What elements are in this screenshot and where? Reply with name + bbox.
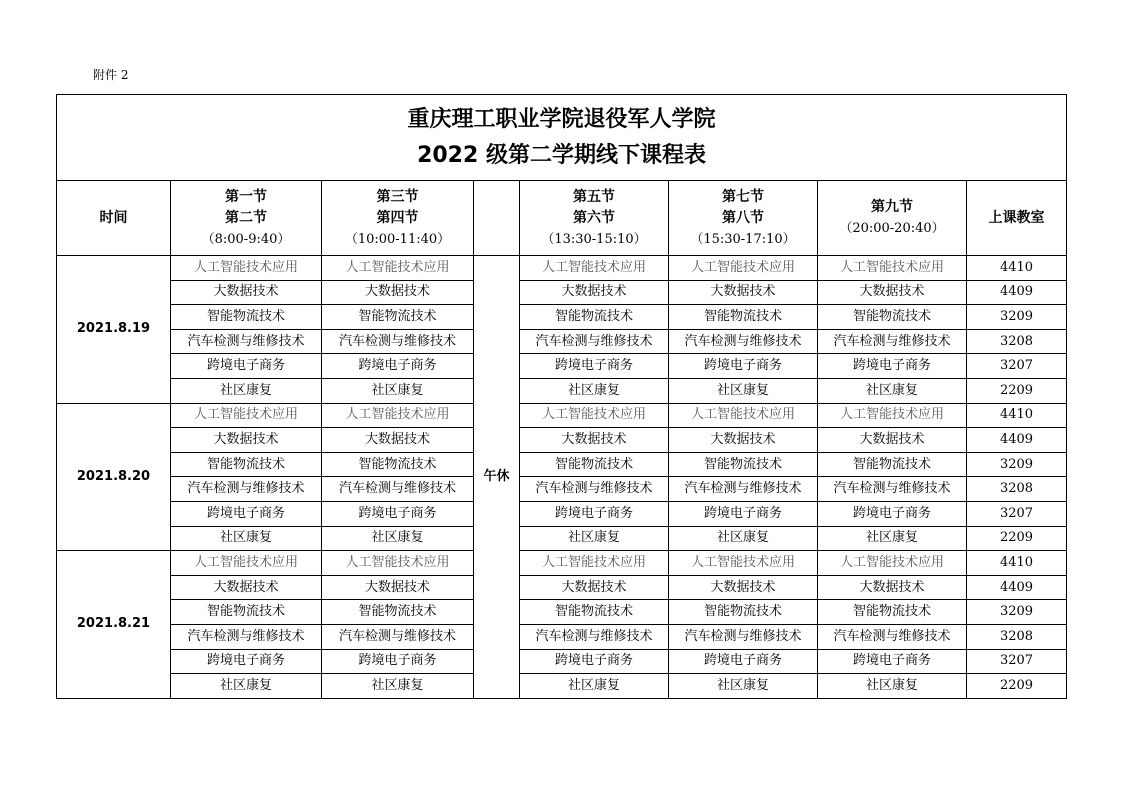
slot4-time: （15:30-17:10）	[690, 231, 796, 247]
header-row	[57, 181, 1067, 256]
slot5-course-cell: 人工智能技术应用	[818, 403, 967, 428]
slot5-course-cell: 汽车检测与维修技术	[818, 624, 967, 649]
table-row	[57, 354, 1067, 379]
slot2-time: （10:00-11:40）	[344, 231, 451, 247]
slot3-course-cell: 大数据技术	[520, 280, 669, 305]
table-row	[57, 428, 1067, 453]
table-row	[57, 280, 1067, 305]
room-cell: 3208	[967, 477, 1067, 502]
room-cell: 4410	[967, 551, 1067, 576]
slot4-course-cell: 汽车检测与维修技术	[669, 329, 818, 354]
slot1-course-cell: 社区康复	[171, 674, 322, 699]
table-row	[57, 674, 1067, 699]
slot4-course-cell: 大数据技术	[669, 280, 818, 305]
room-cell: 4409	[967, 280, 1067, 305]
slot1-course-cell: 人工智能技术应用	[171, 256, 322, 281]
slot3-course-cell: 跨境电子商务	[520, 354, 669, 379]
table-row	[57, 551, 1067, 576]
slot1-line1: 第一节	[225, 188, 267, 205]
slot1-course-cell: 智能物流技术	[171, 305, 322, 330]
slot1-line2: 第二节	[225, 209, 267, 226]
table-row	[57, 624, 1067, 649]
slot1-course-cell: 汽车检测与维修技术	[171, 329, 322, 354]
slot1-time: （8:00-9:40）	[201, 231, 291, 247]
slot3-time: （13:30-15:10）	[541, 231, 647, 247]
room-cell: 2209	[967, 674, 1067, 699]
slot5-course-cell: 跨境电子商务	[818, 649, 967, 674]
slot3-course-cell: 人工智能技术应用	[520, 403, 669, 428]
slot2-course-cell: 跨境电子商务	[322, 649, 474, 674]
slot1-course-cell: 人工智能技术应用	[171, 403, 322, 428]
slot2-course-cell: 汽车检测与维修技术	[322, 329, 474, 354]
title-cell	[57, 95, 1067, 181]
slot3-line2: 第六节	[573, 209, 615, 226]
attachment-label: 附件 2	[93, 68, 129, 82]
slot3-course-cell: 汽车检测与维修技术	[520, 477, 669, 502]
slot5-header	[818, 181, 967, 256]
slot2-line1: 第三节	[376, 188, 419, 205]
room-cell: 3209	[967, 305, 1067, 330]
slot3-course-cell: 社区康复	[520, 378, 669, 403]
slot3-header	[520, 181, 669, 256]
slot4-course-cell: 汽车检测与维修技术	[669, 477, 818, 502]
slot3-course-cell: 跨境电子商务	[520, 649, 669, 674]
slot2-course-cell: 智能物流技术	[322, 452, 474, 477]
slot1-course-cell: 跨境电子商务	[171, 501, 322, 526]
slot4-course-cell: 跨境电子商务	[669, 501, 818, 526]
page-title: 重庆理工职业学院退役军人学院	[407, 106, 716, 132]
room-cell: 4409	[967, 575, 1067, 600]
slot2-course-cell: 社区康复	[322, 526, 474, 551]
slot4-header	[669, 181, 818, 256]
slot3-line1: 第五节	[573, 188, 615, 205]
slot1-header	[171, 181, 322, 256]
room-cell: 2209	[967, 526, 1067, 551]
slot2-course-cell: 人工智能技术应用	[322, 256, 474, 281]
slot3-course-cell: 跨境电子商务	[520, 501, 669, 526]
room-cell: 3208	[967, 624, 1067, 649]
time-header: 时间	[57, 181, 171, 256]
slot3-course-cell: 智能物流技术	[520, 452, 669, 477]
slot2-course-cell: 大数据技术	[322, 280, 474, 305]
table-row	[57, 403, 1067, 428]
slot3-course-cell: 汽车检测与维修技术	[520, 329, 669, 354]
room-cell: 3209	[967, 600, 1067, 625]
slot2-course-cell: 大数据技术	[322, 428, 474, 453]
slot5-course-cell: 社区康复	[818, 378, 967, 403]
slot2-header	[322, 181, 474, 256]
slot1-course-cell: 跨境电子商务	[171, 354, 322, 379]
slot2-course-cell: 跨境电子商务	[322, 501, 474, 526]
slot5-course-cell: 大数据技术	[818, 575, 967, 600]
slot4-course-cell: 人工智能技术应用	[669, 551, 818, 576]
slot5-course-cell: 汽车检测与维修技术	[818, 477, 967, 502]
table-row	[57, 452, 1067, 477]
slot4-course-cell: 社区康复	[669, 674, 818, 699]
slot1-course-cell: 跨境电子商务	[171, 649, 322, 674]
slot5-course-cell: 智能物流技术	[818, 452, 967, 477]
slot2-course-cell: 社区康复	[322, 378, 474, 403]
slot5-course-cell: 人工智能技术应用	[818, 551, 967, 576]
slot4-course-cell: 跨境电子商务	[669, 354, 818, 379]
slot5-course-cell: 跨境电子商务	[818, 354, 967, 379]
slot1-course-cell: 大数据技术	[171, 575, 322, 600]
slot1-course-cell: 社区康复	[171, 378, 322, 403]
slot2-course-cell: 智能物流技术	[322, 305, 474, 330]
slot1-course-cell: 汽车检测与维修技术	[171, 624, 322, 649]
table-row	[57, 526, 1067, 551]
room-cell: 4410	[967, 403, 1067, 428]
slot5-course-cell: 大数据技术	[818, 428, 967, 453]
slot1-course-cell: 大数据技术	[171, 280, 322, 305]
slot3-course-cell: 社区康复	[520, 526, 669, 551]
slot3-course-cell: 汽车检测与维修技术	[520, 624, 669, 649]
slot2-course-cell: 汽车检测与维修技术	[322, 477, 474, 502]
slot4-line1: 第七节	[722, 188, 764, 205]
slot3-course-cell: 智能物流技术	[520, 305, 669, 330]
room-cell: 4410	[967, 256, 1067, 281]
slot3-course-cell: 人工智能技术应用	[520, 551, 669, 576]
slot5-course-cell: 跨境电子商务	[818, 501, 967, 526]
table-row	[57, 575, 1067, 600]
slot5-course-cell: 汽车检测与维修技术	[818, 329, 967, 354]
slot2-course-cell: 智能物流技术	[322, 600, 474, 625]
slot3-course-cell: 人工智能技术应用	[520, 256, 669, 281]
slot2-course-cell: 人工智能技术应用	[322, 403, 474, 428]
slot1-course-cell: 大数据技术	[171, 428, 322, 453]
room-cell: 2209	[967, 378, 1067, 403]
slot1-course-cell: 社区康复	[171, 526, 322, 551]
room-cell: 3208	[967, 329, 1067, 354]
room-cell: 4409	[967, 428, 1067, 453]
slot3-course-cell: 大数据技术	[520, 575, 669, 600]
room-cell: 3207	[967, 354, 1067, 379]
slot4-course-cell: 社区康复	[669, 378, 818, 403]
slot5-course-cell: 人工智能技术应用	[818, 256, 967, 281]
slot1-course-cell: 人工智能技术应用	[171, 551, 322, 576]
table-row	[57, 600, 1067, 625]
slot2-course-cell: 大数据技术	[322, 575, 474, 600]
slot4-course-cell: 大数据技术	[669, 428, 818, 453]
slot2-course-cell: 人工智能技术应用	[322, 551, 474, 576]
slot4-course-cell: 人工智能技术应用	[669, 256, 818, 281]
room-cell: 3209	[967, 452, 1067, 477]
slot4-course-cell: 智能物流技术	[669, 600, 818, 625]
slot2-course-cell: 跨境电子商务	[322, 354, 474, 379]
slot4-course-cell: 跨境电子商务	[669, 649, 818, 674]
slot2-line2: 第四节	[376, 209, 419, 226]
slot2-course-cell: 汽车检测与维修技术	[322, 624, 474, 649]
table-row	[57, 378, 1067, 403]
slot4-course-cell: 大数据技术	[669, 575, 818, 600]
slot5-line1: 第九节	[871, 199, 913, 215]
slot5-course-cell: 社区康复	[818, 674, 967, 699]
table-row	[57, 305, 1067, 330]
slot3-course-cell: 智能物流技术	[520, 600, 669, 625]
date-cell: 2021.8.21	[57, 551, 171, 699]
room-cell: 3207	[967, 501, 1067, 526]
slot2-course-cell: 社区康复	[322, 674, 474, 699]
slot4-course-cell: 社区康复	[669, 526, 818, 551]
schedule-table	[56, 94, 1067, 699]
date-cell: 2021.8.20	[57, 403, 171, 551]
noon-header-blank	[474, 181, 520, 256]
table-row	[57, 256, 1067, 281]
slot1-course-cell: 汽车检测与维修技术	[171, 477, 322, 502]
slot5-course-cell: 智能物流技术	[818, 305, 967, 330]
slot4-line2: 第八节	[722, 209, 764, 226]
slot3-course-cell: 社区康复	[520, 674, 669, 699]
table-row	[57, 329, 1067, 354]
slot5-time: （20:00-20:40）	[839, 221, 945, 236]
noon-break-cell: 午休	[474, 256, 520, 699]
slot1-course-cell: 智能物流技术	[171, 452, 322, 477]
slot3-course-cell: 大数据技术	[520, 428, 669, 453]
date-cell: 2021.8.19	[57, 256, 171, 404]
table-row	[57, 477, 1067, 502]
slot1-course-cell: 智能物流技术	[171, 600, 322, 625]
slot4-course-cell: 人工智能技术应用	[669, 403, 818, 428]
table-row	[57, 501, 1067, 526]
room-cell: 3207	[967, 649, 1067, 674]
page-subtitle: 2022 级第二学期线下课程表	[417, 142, 706, 168]
slot5-course-cell: 大数据技术	[818, 280, 967, 305]
slot4-course-cell: 智能物流技术	[669, 305, 818, 330]
room-header: 上课教室	[967, 181, 1067, 256]
slot5-course-cell: 社区康复	[818, 526, 967, 551]
slot5-course-cell: 智能物流技术	[818, 600, 967, 625]
slot4-course-cell: 智能物流技术	[669, 452, 818, 477]
table-row	[57, 649, 1067, 674]
slot4-course-cell: 汽车检测与维修技术	[669, 624, 818, 649]
